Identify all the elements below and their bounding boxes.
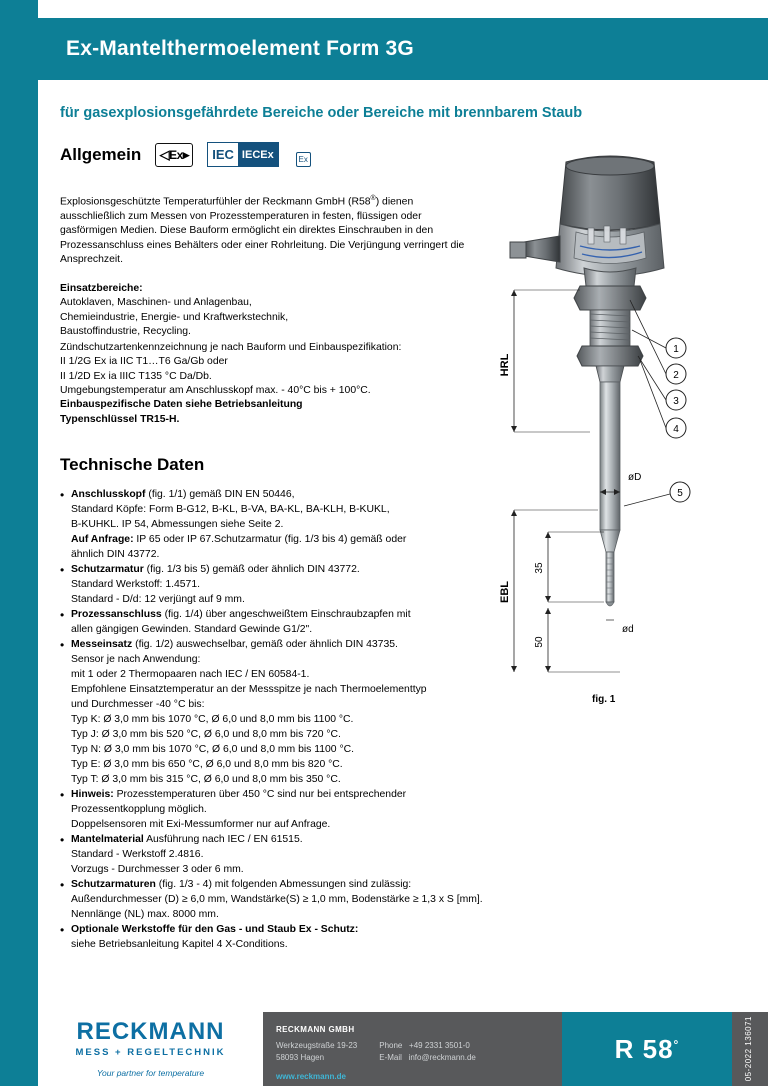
tech-list-item: B-KUHKL. IP 54, Abmessungen siehe Seite 2. [71, 518, 284, 530]
technische-daten-list [60, 488, 490, 953]
footer-company-name: RECKMANN GMBH [276, 1025, 355, 1034]
tech-list-item: Standard Werkstoff: 1.4571. [71, 578, 200, 590]
footer-phone-value: +49 2331 3501-0 [409, 1041, 470, 1050]
company-logo [38, 1012, 263, 1086]
zuendschutz-line-3: II 1/2D Ex ia IIIC T135 °C Da/Db. [60, 370, 212, 382]
tech-list-item: Standard Köpfe: Form B-G12, B-KL, B-VA, BA-KL, BA-KLH, B-KUKL, [71, 503, 390, 515]
tech-list-item: allen gängigen Gewinden. Standard Gewinde G1/2". [71, 623, 313, 635]
tech-item-text: Ausführung nach IEC / EN 61515. [143, 833, 303, 845]
tech-item-label: Auf Anfrage: [71, 533, 134, 545]
logo-main-text: RECKMANN [76, 1018, 225, 1045]
zuendschutz-line-6: Typenschlüssel TR15-H. [60, 413, 180, 425]
svg-text:HRL: HRL [499, 353, 511, 377]
svg-text:1: 1 [673, 344, 679, 355]
left-accent-bar [0, 0, 38, 1086]
tech-list-item: Typ E: Ø 3,0 mm bis 650 °C, Ø 6,0 und 8,0 mm bis 820 °C. [71, 758, 343, 770]
svg-text:3: 3 [673, 396, 679, 407]
tech-item-label: Anschlusskopf [71, 489, 146, 500]
tech-list-item: Doppelsensoren mit Exi-Messumformer nur auf Anfrage. [71, 818, 331, 830]
tech-list-item: Standard - D/d: 12 verjüngt auf 9 mm. [71, 593, 245, 605]
tech-list-item: Typ K: Ø 3,0 mm bis 1070 °C, Ø 6,0 und 8,0 mm bis 1100 °C. [71, 713, 354, 725]
tech-list-item [60, 878, 490, 893]
footer-address-line-1: Werkzeugstraße 19-23 [276, 1041, 358, 1050]
tech-list-item: Typ J: Ø 3,0 mm bis 520 °C, Ø 6,0 und 8,0 mm bis 720 °C. [71, 728, 341, 740]
tech-item-label: Schutzarmaturen [71, 878, 156, 890]
svg-text:EBL: EBL [499, 581, 511, 603]
zuendschutz-line-4: Umgebungstemperatur am Anschlusskopf max. - 40°C bis + 100°C. [60, 385, 371, 397]
tech-list-item: und Durchmesser -40 °C bis: [71, 698, 205, 710]
document-code [734, 1012, 762, 1086]
page-subtitle: für gasexplosionsgefährdete Bereiche oder Bereiche mit brennbarem Staub [60, 105, 583, 121]
svg-text:ød: ød [622, 624, 634, 635]
tech-list-item: Nennlänge (NL) max. 8000 mm. [71, 908, 219, 920]
page-header [38, 18, 768, 80]
tech-list-item: Außendurchmesser (D) ≥ 6,0 mm, Wandstärke(S) ≥ 1,0 mm, Bodenstärke ≥ 1,3 x S [mm]. [71, 893, 483, 905]
zuendschutz-line-1: Zündschutzartenkennzeichnung je nach Bauform und Einbauspezifikation: [60, 342, 402, 353]
ex-small-icon: Ex [296, 152, 311, 167]
iec-iecex-logo [207, 142, 278, 167]
tech-item-label: Messeinsatz [71, 638, 133, 650]
allgemein-heading: Allgemein [60, 144, 142, 164]
page-title: Ex-Mantelthermoelement Form 3G [66, 37, 414, 60]
page-footer [38, 1012, 768, 1086]
svg-text:50: 50 [534, 636, 545, 648]
tech-list-item: Typ T: Ø 3,0 mm bis 315 °C, Ø 6,0 und 8,0 mm bis 350 °C. [71, 773, 341, 785]
svg-text:2: 2 [673, 370, 679, 381]
footer-website-link[interactable]: www.reckmann.de [276, 1072, 346, 1081]
zuendschutz-block [60, 341, 475, 427]
intro-paragraph [60, 194, 475, 267]
tech-item-label: Schutzarmatur [71, 563, 144, 575]
tech-item-text: (fig. 1/3 - 4) mit folgenden Abmessungen sind zulässig: [155, 878, 412, 890]
tech-item-label: Optionale Werkstoffe für den Gas - und Staub Ex - Schutz: [71, 923, 359, 935]
tech-list-item [60, 608, 490, 623]
brand-superscript: ° [673, 1036, 680, 1051]
logo-sub-text: MESS + REGELTECHNIK [75, 1047, 226, 1058]
tech-list-item [60, 923, 490, 938]
footer-contact [276, 1024, 476, 1083]
svg-text:øD: øD [628, 472, 642, 483]
footer-phone-label: Phone [379, 1041, 403, 1050]
einsatzbereiche-line-1: Autoklaven, Maschinen- und Anlagenbau, [60, 297, 252, 309]
iecex-label: IECEx [238, 143, 278, 166]
tech-item-label: Mantelmaterial [71, 833, 144, 845]
thermocouple-drawing [480, 150, 768, 710]
einsatzbereiche-line-2: Chemieindustrie, Energie- und Kraftwerkstechnik, [60, 311, 289, 323]
einsatzbereiche-block [60, 282, 475, 339]
brand-badge [562, 1012, 732, 1086]
svg-text:35: 35 [534, 562, 545, 574]
svg-text:4: 4 [673, 424, 679, 435]
tech-item-text: IP 65 oder IP 67.Schutzarmatur (fig. 1/3 bis 4) gemäß oder [133, 533, 407, 545]
brand-text: R 58 [614, 1033, 674, 1064]
zuendschutz-line-2: II 1/2G Ex ia IIC T1…T6 Ga/Gb oder [60, 356, 228, 368]
footer-email-value[interactable]: info@reckmann.de [408, 1053, 476, 1062]
figure-caption: fig. 1 [592, 694, 616, 705]
tech-list-item: Standard - Werkstoff 2.4816. [71, 848, 204, 860]
tech-list-item: Sensor je nach Anwendung: [71, 653, 201, 665]
tech-item-text: (fig. 1/2) auswechselbar, gemäß oder ähnlich DIN 43735. [132, 638, 398, 650]
tech-list-item: siehe Betriebsanleitung Kapitel 4 X-Conditions. [71, 938, 288, 950]
iec-label: IEC [208, 143, 238, 166]
tech-item-text: (fig. 1/1) gemäß DIN EN 50446, [145, 489, 295, 500]
technische-daten-heading: Technische Daten [60, 455, 205, 474]
tech-list-item [60, 638, 490, 653]
tech-list [60, 488, 490, 953]
section-allgemein-header [60, 142, 311, 167]
tech-item-text: (fig. 1/4) über angeschweißtem Einschraubzapfen mit [161, 608, 411, 620]
einsatzbereiche-line-3: Baustoffindustrie, Recycling. [60, 326, 191, 338]
footer-address-line-2: 58093 Hagen [276, 1053, 325, 1062]
tech-list-item [60, 563, 490, 578]
tech-list-item: mit 1 oder 2 Thermopaaren nach IEC / EN 60584-1. [71, 668, 310, 680]
tech-item-label: Hinweis: [71, 788, 114, 800]
zuendschutz-line-5: Einbauspezifische Daten siehe Betriebsanleitung [60, 399, 303, 411]
tech-list-item: Vorzugs - Durchmesser 3 oder 6 mm. [71, 863, 244, 875]
ex-certification-icon: ◁ Ex ▸ [155, 143, 193, 167]
product-figure [480, 150, 768, 710]
svg-text:5: 5 [677, 488, 683, 499]
footer-email-label: E-Mail [379, 1053, 402, 1062]
tech-list-item: Empfohlene Einsatztemperatur an der Messspitze je nach Thermoelementtyp [71, 683, 427, 695]
document-code-text: 05-2022 136071 [743, 1016, 753, 1082]
tech-list-item [60, 833, 490, 848]
tech-list-item [60, 488, 490, 503]
tech-item-label: Prozessanschluss [71, 608, 162, 620]
tech-list-item [60, 533, 490, 548]
intro-text: Explosionsgeschützte Temperaturfühler der Reckmann GmbH (R58®) dienen ausschließlich zum Messen von Prozesstemperaturen in festen, flüssigen oder gasförmigen Medien. Diese Bauform ermöglicht ein direktes Einschrauben in den Prozessanschluss eines Behälters oder einer Rohrleitung. Die Verjüngung verringert die Ansprechzeit. [60, 195, 465, 265]
logo-tagline: Your partner for temperature [96, 1068, 205, 1078]
tech-list-item: ähnlich DIN 43772. [71, 548, 160, 560]
tech-item-text: (fig. 1/3 bis 5) gemäß oder ähnlich DIN 43772. [143, 563, 360, 575]
einsatzbereiche-heading: Einsatzbereiche: [60, 283, 143, 294]
tech-list-item [60, 788, 490, 818]
tech-item-text: Prozesstemperaturen über 450 °C sind nur bei entsprechender Prozessentkopplung möglich. [71, 788, 407, 815]
tech-list-item: Typ N: Ø 3,0 mm bis 1070 °C, Ø 6,0 und 8,0 mm bis 1100 °C. [71, 743, 355, 755]
